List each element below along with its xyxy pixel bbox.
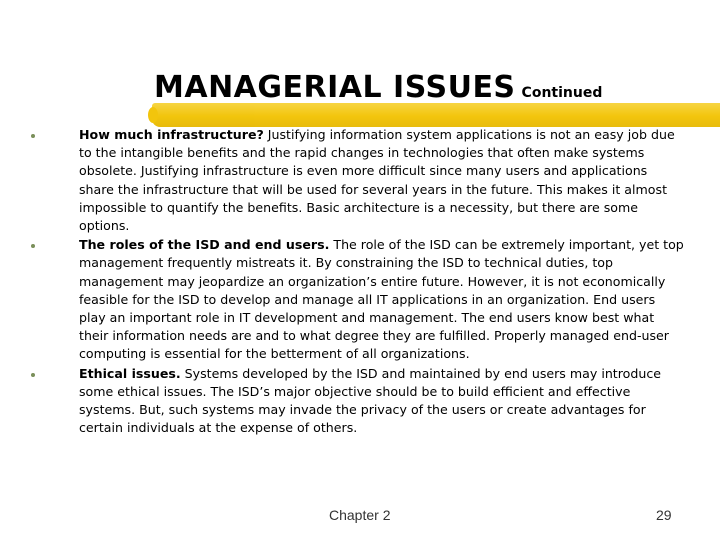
bullet-list	[0, 126, 720, 438]
title-highlight-bar	[152, 103, 720, 127]
bullet-item-infrastructure	[0, 126, 684, 235]
bullet-item-roles	[0, 236, 684, 363]
slide-title-main: MANAGERIAL ISSUES	[154, 70, 516, 105]
bullet-text: Systems developed by the ISD and maintained by end users may introduce some ethical issues. The ISD’s major objective should be to build efficient and effective systems. But, such systems may invade the privacy of the users or create advantages for certain individuals at the expense of others.	[79, 365, 661, 436]
slide-title-sub: Continued	[521, 85, 603, 101]
footer-page-number: 29	[656, 507, 672, 523]
bullet-heading: Ethical issues.	[79, 365, 181, 381]
bullet-dot-icon	[31, 373, 35, 377]
slide-title-area	[0, 62, 720, 132]
bullet-item-ethical	[0, 365, 684, 438]
bullet-heading: The roles of the ISD and end users.	[79, 237, 330, 253]
bullet-heading: How much infrastructure?	[79, 127, 264, 142]
bullet-dot-icon	[31, 244, 35, 248]
footer-chapter-label: Chapter 2	[329, 507, 391, 523]
slide-title	[154, 70, 602, 105]
bullet-text: Justifying information system applications is not an easy job due to the intangible benefits and the rapid changes in technologies that often make systems obsolete. Justifying infrastructure is even more difficult since many users and applications share the infrastructure that will be used for several years in the future. This makes it almost impossible to quantify the benefits. Basic architecture is a necessity, but there are some options.	[79, 127, 675, 234]
bullet-text: The role of the ISD can be extremely important, yet top management frequently mistreats it. By constraining the ISD to technical duties, top management may jeopardize an organization’s entire future. However, it is not economically feasible for the ISD to develop and manage all IT applications in an organization. End users play an important role in IT development and management. The end users know best what their information needs are and to what degree they are fulfilled. Properly managed end-user computing is essential for the betterment of all organizations.	[79, 237, 684, 362]
bullet-dot-icon	[31, 134, 35, 138]
